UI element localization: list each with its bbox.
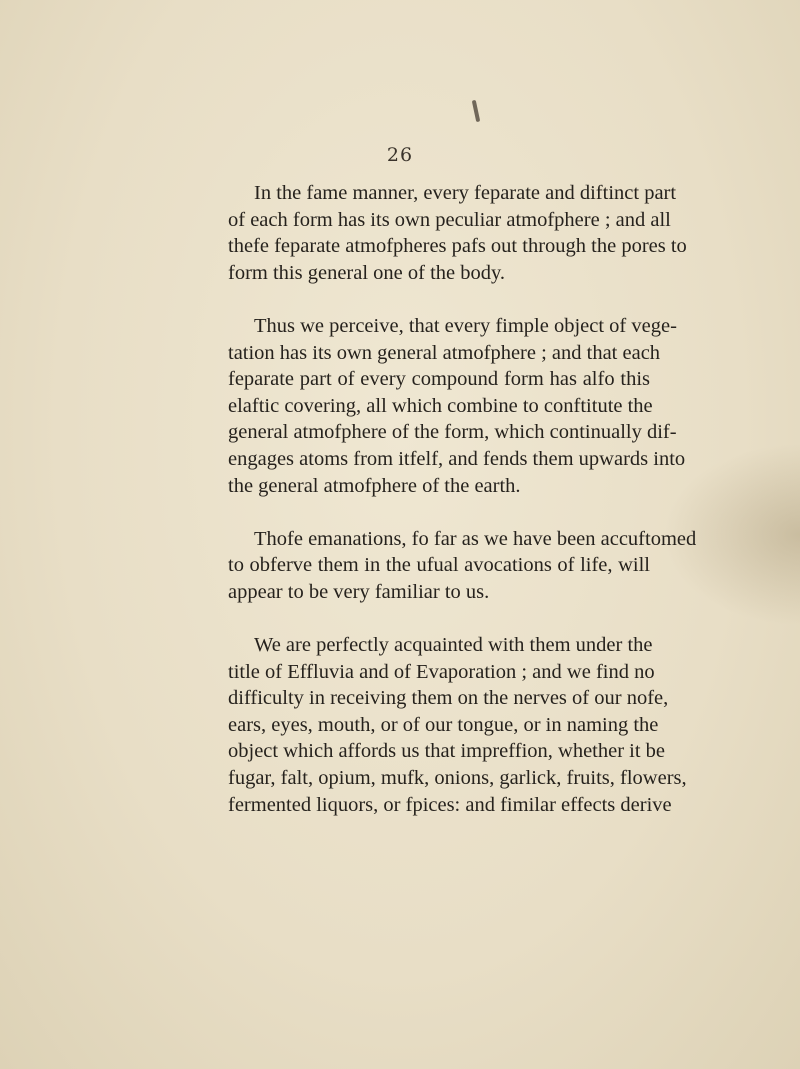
text-line: of each form has its own peculiar atmofphere ; and all xyxy=(228,208,671,231)
paragraph xyxy=(202,180,687,286)
text-line: elaftic covering, all which combine to conftitute the xyxy=(228,394,653,417)
paragraph xyxy=(202,632,687,818)
text-line: to obferve them in the ufual avocations of life, will xyxy=(228,554,650,577)
text-line: the general atmofphere of the earth. xyxy=(228,474,521,497)
body-text xyxy=(202,180,697,845)
text-line: Thus we perceive, that every fimple object of vege- xyxy=(254,314,677,337)
text-line: general atmofphere of the form, which continually dif- xyxy=(228,421,677,444)
text-line: feparate part of every compound form has alfo this xyxy=(228,368,650,391)
text-line: form this general one of the body. xyxy=(228,261,506,284)
paragraph xyxy=(202,526,697,606)
text-line: thefe feparate atmofpheres pafs out through the pores to xyxy=(228,235,687,258)
text-line: tation has its own general atmofphere ; and that each xyxy=(228,341,661,364)
text-line: appear to be very familiar to us. xyxy=(228,580,490,603)
text-line: Thofe emanations, fo far as we have been accuftomed xyxy=(254,527,697,550)
text-line: object which affords us that impreffion, whether it be xyxy=(228,740,666,763)
text-line: In the fame manner, every feparate and diftinct part xyxy=(254,182,677,204)
text-line: fugar, falt, opium, mufk, onions, garlick, fruits, flowers, xyxy=(228,767,687,790)
text-line: engages atoms from itfelf, and fends them upwards into xyxy=(228,447,686,470)
text-line: title of Effluvia and of Evaporation ; and we find no xyxy=(228,660,655,683)
page-number: 26 xyxy=(386,144,414,166)
text-line: We are perfectly acquainted with them under the xyxy=(254,634,653,657)
text-line: ears, eyes, mouth, or of our tongue, or in naming the xyxy=(228,713,659,736)
ink-speck xyxy=(472,100,480,122)
text-line: difficulty in receiving them on the nerves of our nofe, xyxy=(228,687,669,710)
paragraph xyxy=(202,313,686,499)
text-line: fermented liquors, or fpices: and fimilar effects derive xyxy=(228,793,672,816)
